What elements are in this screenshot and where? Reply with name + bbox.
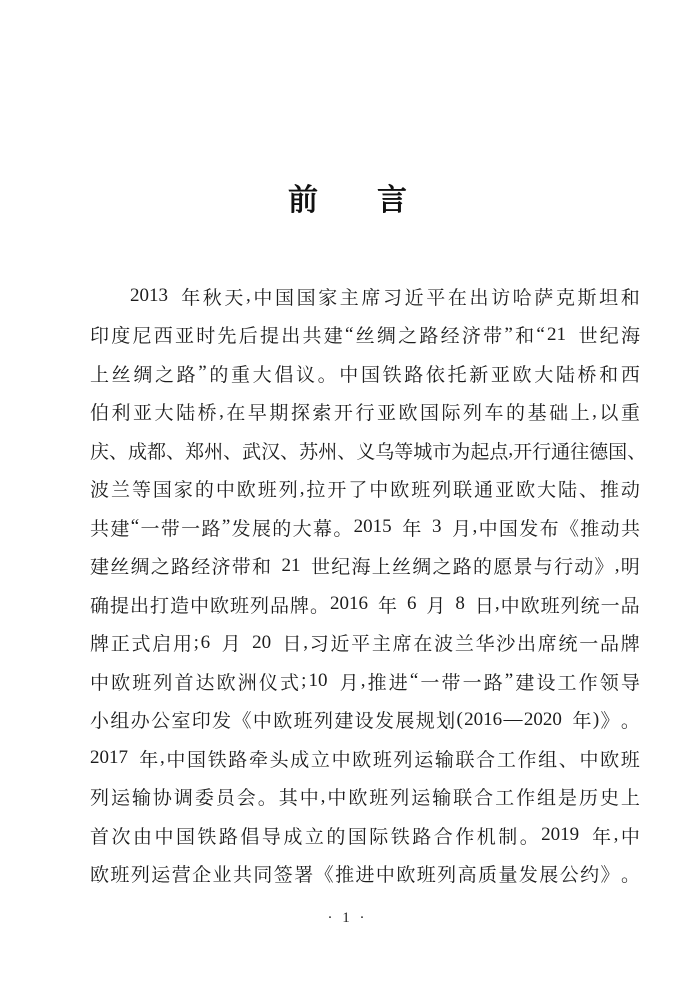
- text-line: 中 欧 班 列 首 达 欧 洲 仪 式 ; 10 月 , 推 进 “ 一 带 一 路 ” 建 设 工 作 领 导: [90, 670, 640, 694]
- text-line: 欧 班 列 运 营 企 业 共 同 签 署 《 推 进 中 欧 班 列 高 质 量 发 展 公 约 》 。: [90, 865, 640, 887]
- text-line: 波 兰 等 国 家 的 中 欧 班 列 , 拉 开 了 中 欧 班 列 联 通 亚 欧 大 陆 、 推 动: [90, 477, 640, 502]
- page-number: · 1 ·: [327, 910, 368, 926]
- text-line: 确 提 出 打 造 中 欧 班 列 品 牌 。 2016 年 6 月 8 日 , 中 欧 班 列 统 一 品: [90, 593, 640, 617]
- text-line: 庆 、 成 都 、 郑 州 、 武 汉 、 苏 州 、 义 乌 等 城 市 为 起 点 , 开 行 通 往 德 国 、: [90, 439, 647, 463]
- text-line: 印 度 尼 西 亚 时 先 后 提 出 共 建 “ 丝 绸 之 路 经 济 带 ” 和 “ 21 世 纪 海: [90, 323, 640, 348]
- text-line: 伯 利 亚 大 陆 桥 , 在 早 期 探 索 开 行 亚 欧 国 际 列 车 的 基 础 上 , 以 重: [90, 400, 640, 425]
- page-title: [0, 185, 695, 217]
- text-line: 列 运 输 协 调 委 员 会 。 其 中 , 中 欧 班 列 运 输 联 合 工 作 组 是 历 史 上: [90, 785, 640, 810]
- preface-paragraph: [90, 277, 647, 893]
- text-line: 共 建 “ 一 带 一 路 ” 发 展 的 大 幕 。 2015 年 3 月 , 中 国 发 布 《 推 动 共: [90, 516, 640, 540]
- text-line: 小 组 办 公 室 印 发 《 中 欧 班 列 建 设 发 展 规 划 ( 2016 — 2020 年 ) 》 。: [90, 708, 640, 733]
- page-title-char-right: 言: [377, 184, 407, 217]
- text-line: 牌 正 式 启 用 ; 6 月 20 日 , 习 近 平 主 席 在 波 兰 华 沙 出 席 统 一 品 牌: [90, 631, 640, 656]
- page-title-char-left: 前: [288, 184, 318, 217]
- text-line: 2017 年 , 中 国 铁 路 牵 头 成 立 中 欧 班 列 运 输 联 合 工 作 组 、 中 欧 班: [90, 747, 640, 771]
- text-line: 上 丝 绸 之 路 ” 的 重 大 倡 议 。 中 国 铁 路 依 托 新 亚 欧 大 陆 桥 和 西: [90, 362, 640, 386]
- text-line: 首 次 由 中 国 铁 路 倡 导 成 立 的 国 际 铁 路 合 作 机 制 。 2019 年 , 中: [90, 824, 640, 848]
- text-line: 2013 年 秋 天 , 中 国 国 家 主 席 习 近 平 在 出 访 哈 萨 克 斯 坦 和: [130, 285, 640, 309]
- text-line: 建 丝 绸 之 路 经 济 带 和 21 世 纪 海 上 丝 绸 之 路 的 愿 景 与 行 动 》 , 明: [90, 554, 640, 579]
